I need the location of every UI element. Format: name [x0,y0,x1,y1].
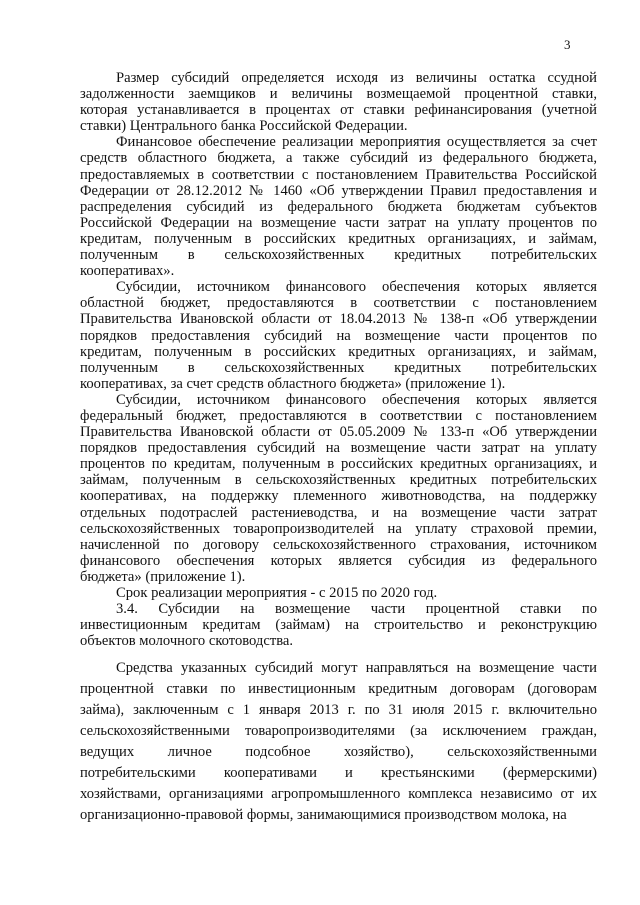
text-line: порядков предоставления субсидий на возмещение части затрат на уплату [80,440,597,457]
text-line: кредитам, полученным в российских кредитных организациях, и займам, [80,343,597,360]
paragraph-financing [80,134,597,279]
text-line: распределения субсидий из федерального бюджета бюджетам субъектов [80,198,597,215]
text-line: процентов по кредитам, полученным в российских кредитных организациях, и [80,456,597,473]
paragraph-federal-budget-subsidies [80,392,597,585]
text-line: задолженности заемщиков и величины возмещаемой процентной ставки, [80,86,597,103]
text-line: порядков предоставления субсидий на возмещение части процентов по [80,327,597,344]
text-line: федеральный бюджет, предоставляются в соответствии с постановлением [80,407,597,424]
paragraph-implementation-period [80,585,597,601]
text-line: Правительства Ивановской области от 05.05.2009 № 133-п «Об утверждении [80,424,597,441]
text-line: предоставляемых в соответствии с постановлением Правительства Российской [80,166,597,183]
text-line: которая устанавливается в процентах от ставки рефинансирования (учетной [80,102,597,119]
text-line: Субсидии, источником финансового обеспечения которых является [116,279,597,296]
text-line: организационно-правовой формы, занимающимися производством молока, на [80,806,567,823]
text-line: финансового обеспечения которых является субсидия из федерального [80,552,597,569]
text-line: областной бюджет, предоставляются в соответствии с постановлением [80,295,597,312]
text-line: 3.4. Субсидии на возмещение части процентной ставки по [116,601,597,618]
document-body [80,70,597,826]
text-line: сельскохозяйственных товаропроизводителей на уплату страховой премии, [80,520,597,537]
text-line: полученным в сельскохозяйственных кредитных потребительских [80,359,597,376]
text-line: кооперативах». [80,263,175,280]
paragraph-subsidy-size [80,70,597,134]
paragraph-regional-budget-subsidies [80,279,597,392]
text-line: Финансовое обеспечение реализации мероприятия осуществляется за счет [116,134,597,151]
text-line: инвестиционным кредитам (займам) на строительство и реконструкцию [80,617,597,634]
text-line: займам, полученным в сельскохозяйственных кредитных потребительских [80,472,597,489]
text-line: сельскохозяйственными товаропроизводителями (за исключением граждан, [80,723,597,740]
text-line: бюджета» (приложение 1). [80,568,246,585]
text-line: объектов молочного скотоводства. [80,633,294,650]
paragraph-subsidy-purpose [80,658,597,825]
text-line: Субсидии, источником финансового обеспечения которых является [116,391,597,408]
text-line: средств областного бюджета, а также субсидий из федерального бюджета, [80,150,597,167]
text-line: Федерации от 28.12.2012 № 1460 «Об утверждении Правил предоставления и [80,182,597,199]
text-line: хозяйствами, организациями агропромышленного комплекса независимо от их [80,785,597,802]
text-line: полученным в сельскохозяйственных кредитных потребительских [80,247,597,264]
text-line: Средства указанных субсидий могут направляться на возмещение части [116,660,597,677]
page-number: 3 [564,37,571,52]
text-line: процентной ставки по инвестиционным кредитным договорам (договорам [80,681,597,698]
text-line: Размер субсидий определяется исходя из величины остатка ссудной [116,70,597,86]
text-line: отдельных подотраслей растениеводства, и на возмещение части затрат [80,504,597,521]
text-line: ведущих личное подсобное хозяйство), сельскохозяйственными [80,743,597,760]
text-line: кооперативах, на поддержку племенного животноводства, на поддержку [80,488,597,505]
text-line: ставки) Центрального банка Российской Федерации. [80,118,408,135]
text-line: займа), заключенным с 1 января 2013 г. по 31 июля 2015 г. включительно [80,702,597,719]
text-line: Правительства Ивановской области от 18.04.2013 № 138-п «Об утверждении [80,311,597,328]
text-line: Российской Федерации на возмещение части затрат на уплату процентов по [80,214,597,231]
text-line: начисленной по договору сельскохозяйственного страхования, источником [80,536,597,553]
text-line: Срок реализации мероприятия - с 2015 по 2020 год. [116,585,438,601]
text-line: кредитам, полученным в российских кредитных организациях, и займам, [80,230,597,247]
paragraph-section-3-4-heading [80,601,597,649]
text-line: кооперативах, за счет средств областного бюджета» (приложение 1). [80,375,506,392]
text-line: потребительскими кооперативами и крестьянскими (фермерскими) [80,764,597,781]
